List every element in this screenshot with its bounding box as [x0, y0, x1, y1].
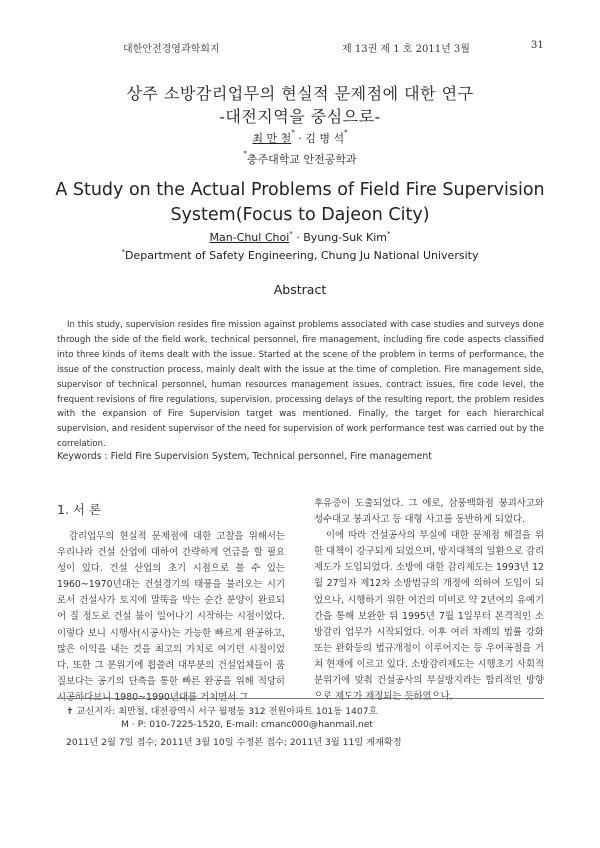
- korean-author-1-mark: *: [291, 129, 295, 137]
- running-header: [0, 40, 600, 54]
- korean-affiliation: [0, 151, 600, 167]
- abstract-heading: Abstract: [273, 282, 327, 297]
- korean-affiliation-mark: *: [243, 150, 247, 158]
- section-heading-introduction: 1. 서 론: [57, 502, 102, 517]
- english-author-separator: ·: [292, 231, 304, 244]
- page-number: 31: [531, 40, 544, 51]
- volume-info: 제 13권 제 1 호 2011년 3월: [342, 44, 470, 55]
- intro-paragraph-continued: 후유증이 도출되었다. 그 예로, 삼풍백화점 붕괴사고와 성수대교 붕괴사고 등 대형 사고를 동반하게 되었다.: [314, 498, 544, 526]
- intro-paragraph-1: 감리업무의 현실적 문제점에 대한 고찰을 위해서는 우리나라 건설 산업에 대하여 간략하게 언급을 할 필요성이 있다. 건설 산업의 초기 시점으로 볼 수 있는 1960~1970년대는 건설경기의 태풍을 불러오는 시기로서 건설사가 토지에 말뚝을 박는 순간 분양이 완료되어 질 정도로 건설 붐이 일어나기 시작하는 시점이었다. 이렇다 보니 시행사(시공사)는 가능한 빠르게 완공하고, 많은 이익을 내는 것을 최고의 가치로 여기던 시절이었다. 또한 그 분위기에 휩쓸려 대부분의 건설업체들이 품질보다는 공기의 단축을 통한 빠른 완공을 위해 적당히 시공하다보니 1980~1990년대를 거치면서 그: [57, 531, 285, 703]
- english-affiliation-mark: *: [121, 248, 126, 256]
- footnote-divider: [57, 698, 544, 699]
- korean-author-separator: ·: [294, 132, 306, 145]
- right-column: [314, 496, 544, 705]
- korean-author-2: 김 병 석: [305, 132, 345, 145]
- english-author-1-mark: *: [289, 230, 293, 238]
- english-author-1: Man-Chul Choi: [209, 231, 290, 244]
- english-title-line-2: System(Focus to Dajeon City): [170, 205, 430, 225]
- korean-author-2-mark: *: [344, 129, 348, 137]
- korean-authors: [0, 130, 600, 146]
- abstract-text: In this study, supervision resides fire mission against problems associated with case studies and surveys done through the side of the field work, technical personnel, fire management, including fire code aspects classified into three kinds of items dealt with the issue. Started at the scene of the problem in terms of performance, the issue of the construction process, mainly dealt with the issue at the time of completion. Fire management side, supervisor of technical personnel, human resources management issues, contract issues, fire code level, the frequent revisions of fire regulations, supervision, processing delays of the resulting report, the problem resides with the expansion of Fire Supervision target was mentioned. Finally, the target for each hierarchical supervision, and resident supervisor of the need for supervision of work performance test was carried out by the correlation.: [57, 320, 544, 450]
- footnote-dates: 2011년 2월 7일 접수; 2011년 3월 10일 수정본 접수; 2011년 3월 11일 게재확정: [66, 737, 402, 748]
- korean-author-1: 최 만 철: [252, 132, 292, 145]
- journal-name: 대한안전경영과학회지: [123, 44, 220, 55]
- english-title-line-1: A Study on the Actual Problems of Field Fire Supervision: [55, 180, 545, 200]
- korean-subtitle: -대전지역을 중심으로-: [219, 107, 381, 126]
- english-affiliation: [0, 249, 600, 262]
- footnote-contact: M · P: 010-7225-1520, E-mail: cmanc000@hanmail.net: [121, 719, 374, 730]
- english-authors: [0, 231, 600, 244]
- korean-affiliation-text: 충주대학교 안전공학과: [246, 153, 357, 166]
- english-author-2-mark: *: [387, 230, 391, 238]
- footnote-corresponding-author: ✝ 교신저자: 최만철, 대전광역시 서구 월평동 312 전원아파트 101동 1407호: [66, 706, 378, 717]
- english-author-2: Byung-Suk Kim: [303, 231, 388, 244]
- english-affiliation-text: Department of Safety Engineering, Chung Ju National University: [125, 249, 479, 262]
- left-column: [57, 529, 285, 706]
- korean-title: 상주 소방감리업무의 현실적 문제점에 대한 연구: [126, 84, 474, 103]
- intro-paragraph-2: 이에 따라 건설공사의 부실에 대한 문제점 해결을 위한 대책이 강구되게 되었으며, 방지대책의 일환으로 감리 제도가 도입되었다. 소방에 대한 감리제도는 1993년 12월 27일자 제12차 소방법규의 개정에 의하여 도입이 되었으나, 시행하기 위한 여건의 미비로 약 2년여의 유예기간을 통해 보완한 뒤 1995년 7월 1일부터 본격적인 소방감리 업무가 시작되었다. 이후 여러 차례의 법률 강화 또는 완화등의 법규개정이 이루어지는 등 우여곡절을 거쳐 현재에 이르고 있다. 소방감리제도는 시행초기 사회적 분위기에 맞춰 건설공사의 부실방지라는 합리적인 방향으로 제도가 제정되는 듯하였으나,: [314, 530, 544, 703]
- abstract-body: [57, 318, 544, 452]
- keywords: Keywords : Field Fire Supervision System, Technical personnel, Fire management: [57, 451, 432, 462]
